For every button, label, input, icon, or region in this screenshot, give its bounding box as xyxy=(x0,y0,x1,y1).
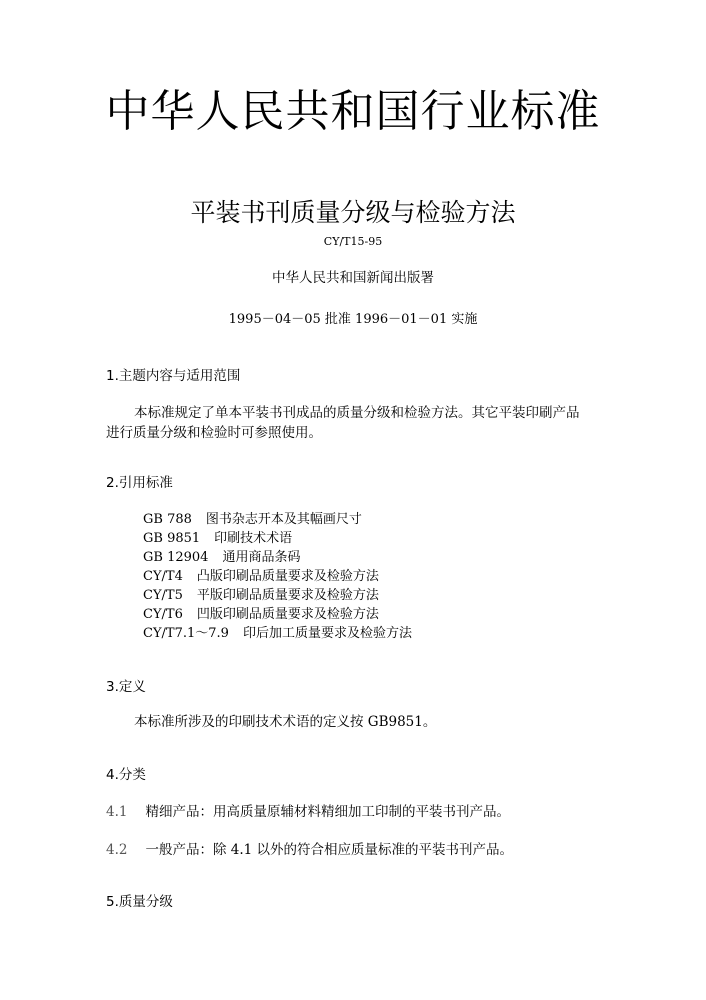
ref-code: GB 788 xyxy=(143,512,192,527)
section-3-heading: 3.定义 xyxy=(106,679,146,695)
referenced-standards-list xyxy=(143,510,412,643)
list-item xyxy=(143,586,412,605)
item-number: 4.2 xyxy=(106,842,128,858)
ref-title: 凹版印刷品质量要求及检验方法 xyxy=(196,607,379,622)
section-3-paragraph: 本标准所涉及的印刷技术术语的定义按 GB9851。 xyxy=(134,714,437,730)
ref-code: CY/T5 xyxy=(143,588,183,603)
section-1-paragraph-line-2: 进行质量分级和检验时可参照使用。 xyxy=(106,425,322,441)
list-item xyxy=(143,624,412,643)
section-2-heading: 2.引用标准 xyxy=(106,475,173,491)
list-item xyxy=(143,510,412,529)
section-1-paragraph-line-1: 本标准规定了单本平装书刊成品的质量分级和检验方法。其它平装印刷产品 xyxy=(134,405,580,421)
section-4-item-1 xyxy=(106,802,510,822)
section-4-item-2 xyxy=(106,840,513,860)
item-text: 一般产品：除 4.1 以外的符合相应质量标准的平装书刊产品。 xyxy=(145,842,514,858)
issuing-authority: 中华人民共和国新闻出版署 xyxy=(272,270,434,286)
ref-title: 印刷技术术语 xyxy=(214,531,293,546)
ref-title: 印后加工质量要求及检验方法 xyxy=(242,626,412,641)
item-text: 精细产品：用高质量原辅材料精细加工印制的平装书刊产品。 xyxy=(145,804,510,820)
list-item xyxy=(143,548,412,567)
list-item xyxy=(143,605,412,624)
item-number: 4.1 xyxy=(106,804,128,820)
ref-code: GB 9851 xyxy=(143,531,201,546)
section-5-heading: 5.质量分级 xyxy=(106,894,173,910)
document-title: 平装书刊质量分级与检验方法 xyxy=(190,198,516,227)
ref-code: CY/T4 xyxy=(143,569,183,584)
ref-title: 图书杂志开本及其幅画尺寸 xyxy=(205,512,362,527)
ref-code: GB 12904 xyxy=(143,550,209,565)
list-item xyxy=(143,567,412,586)
section-4-heading: 4.分类 xyxy=(106,767,146,783)
ref-title: 平版印刷品质量要求及检验方法 xyxy=(196,588,379,603)
main-title: 中华人民共和国行业标准 xyxy=(105,86,601,137)
section-1-heading: 1.主题内容与适用范围 xyxy=(106,368,241,384)
ref-code: CY/T6 xyxy=(143,607,183,622)
approval-dates: 1995－04－05 批准 1996－01－01 实施 xyxy=(228,312,478,327)
ref-title: 凸版印刷品质量要求及检验方法 xyxy=(196,569,379,584)
list-item xyxy=(143,529,412,548)
ref-title: 通用商品条码 xyxy=(222,550,301,565)
standard-code: CY/T15-95 xyxy=(323,235,383,248)
ref-code: CY/T7.1～7.9 xyxy=(143,626,229,641)
